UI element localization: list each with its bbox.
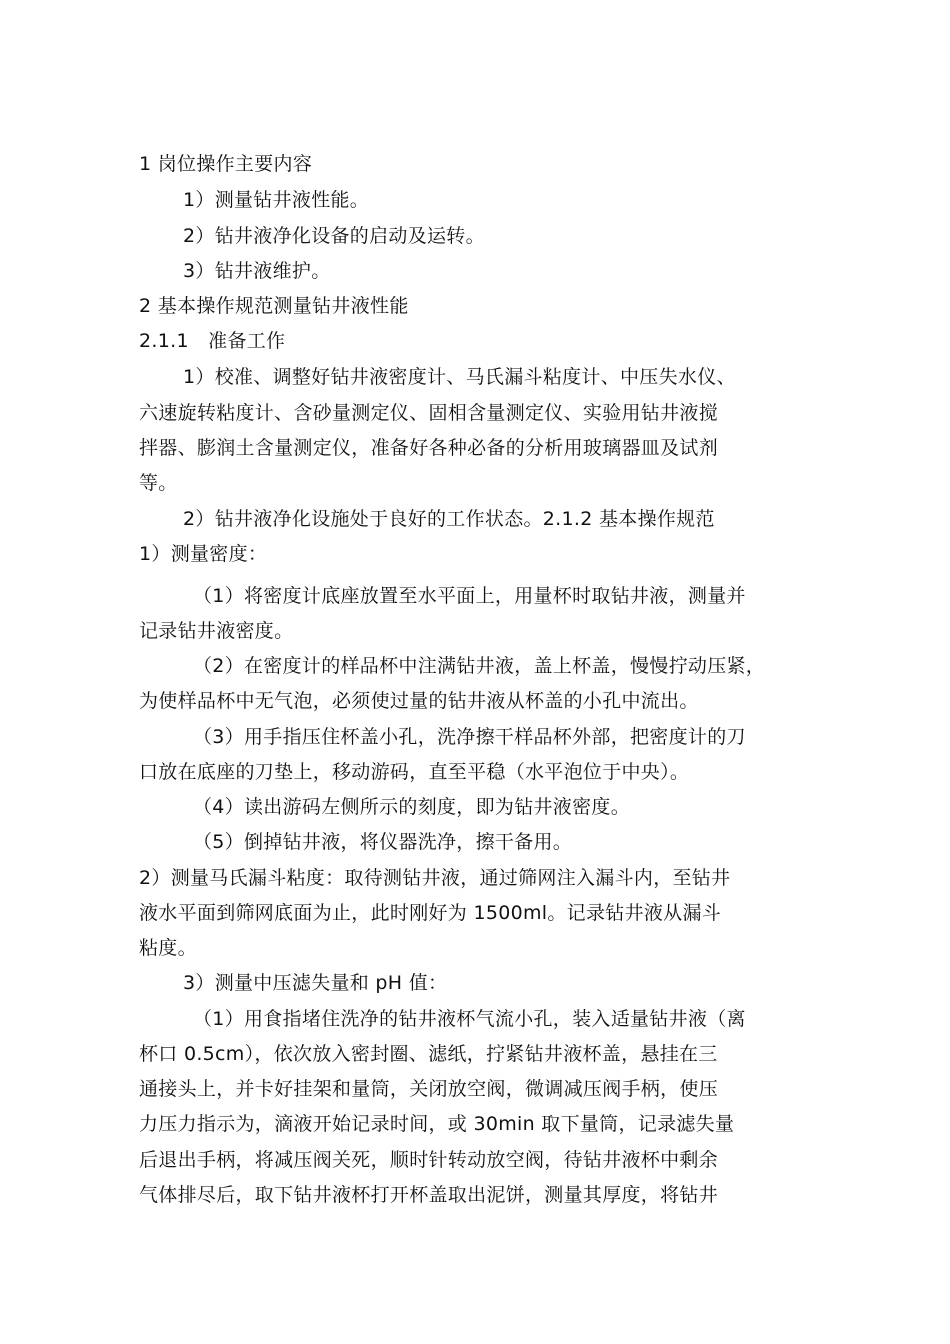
paragraph-line: 为使样品杯中无气泡，必须使过量的钻井液从杯盖的小孔中流出。 — [139, 690, 699, 712]
paragraph-line: 六速旋转粘度计、含砂量测定仪、固相含量测定仪、实验用钻井液搅 — [139, 402, 719, 424]
paragraph-line: 力压力指示为，滴液开始记录时间，或 30min 取下量筒，记录滤失量 — [139, 1113, 735, 1135]
subsection-heading: 2.1.1 准备工作 — [139, 330, 286, 352]
paragraph-line: 等。 — [139, 472, 178, 494]
paragraph-line: 2）测量马氏漏斗粘度：取待测钻井液，通过筛网注入漏斗内，至钻井 — [139, 867, 731, 889]
paragraph-line: 气体排尽后，取下钻井液杯打开杯盖取出泥饼，测量其厚度，将钻井 — [139, 1184, 719, 1206]
paragraph-line: 3）测量中压滤失量和 pH 值： — [183, 972, 448, 994]
paragraph-line: （1）用食指堵住洗净的钻井液杯气流小孔，装入适量钻井液（离 — [193, 1008, 746, 1030]
section-heading: 1 岗位操作主要内容 — [139, 153, 313, 175]
paragraph-line: 后退出手柄，将减压阀关死，顺时针转动放空阀，待钻井液杯中剩余 — [139, 1149, 719, 1171]
list-item: 1）测量钻井液性能。 — [183, 189, 370, 211]
paragraph-line: 拌器、膨润土含量测定仪，准备好各种必备的分析用玻璃器皿及试剂 — [139, 437, 719, 459]
paragraph-line: 通接头上，并卡好挂架和量筒，关闭放空阀，微调减压阀手柄，使压 — [139, 1078, 719, 1100]
paragraph-line: 杯口 0.5cm），依次放入密封圈、滤纸，拧紧钻井液杯盖，悬挂在三 — [139, 1043, 718, 1065]
paragraph-line: 2）钻井液净化设施处于良好的工作状态。2.1.2 基本操作规范 — [183, 508, 715, 530]
paragraph-line: （1）将密度计底座放置至水平面上，用量杯时取钻井液，测量并 — [193, 585, 746, 607]
paragraph-line: （3）用手指压住杯盖小孔，洗净擦干样品杯外部，把密度计的刀 — [193, 726, 746, 748]
paragraph-line: （5）倒掉钻井液，将仪器洗净，擦干备用。 — [193, 831, 573, 853]
paragraph-line: （4）读出游码左侧所示的刻度，即为钻井液密度。 — [193, 796, 630, 818]
section-heading: 2 基本操作规范测量钻井液性能 — [139, 295, 409, 317]
paragraph-line: 液水平面到筛网底面为止，此时刚好为 1500ml。记录钻井液从漏斗 — [139, 902, 722, 924]
list-item: 2）钻井液净化设备的启动及运转。 — [183, 225, 485, 247]
paragraph-line: （2）在密度计的样品杯中注满钻井液，盖上杯盖，慢慢拧动压紧， — [193, 655, 766, 677]
paragraph-line: 1）校准、调整好钻井液密度计、马氏漏斗粘度计、中压失水仪、 — [183, 366, 736, 388]
paragraph-line: 1）测量密度： — [139, 543, 268, 565]
paragraph-line: 粘度。 — [139, 937, 197, 959]
list-item: 3）钻井液维护。 — [183, 260, 331, 282]
paragraph-line: 记录钻井液密度。 — [139, 620, 294, 642]
paragraph-line: 口放在底座的刀垫上，移动游码，直至平稳（水平泡位于中央）。 — [139, 761, 690, 783]
